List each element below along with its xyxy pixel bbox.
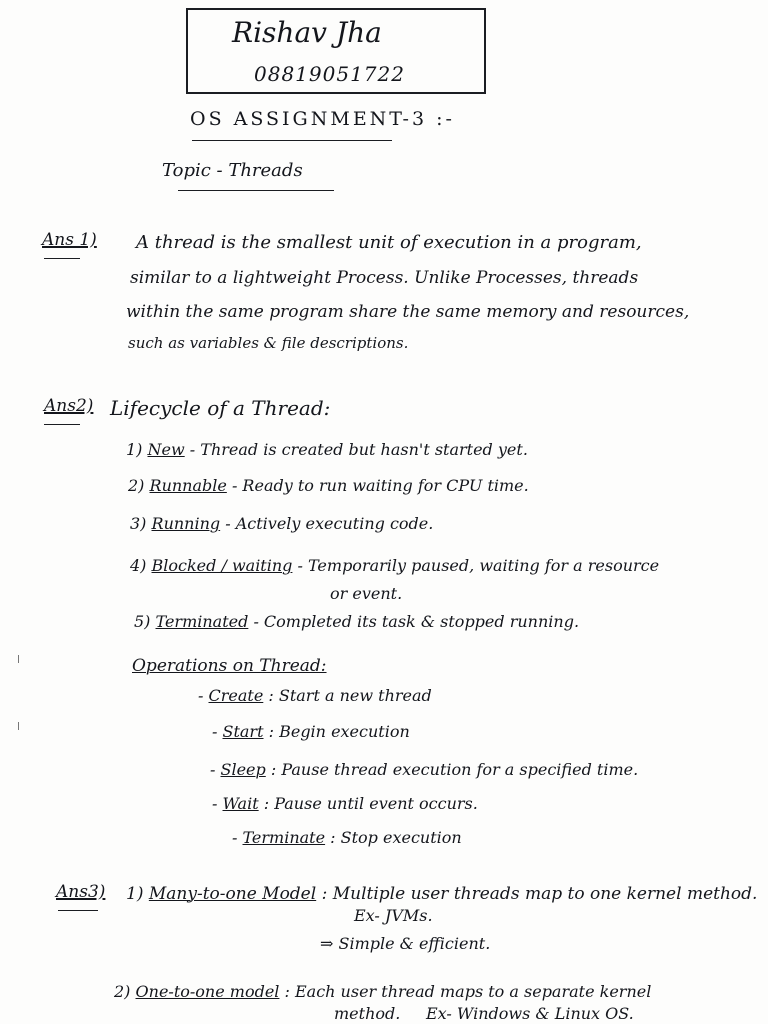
state-new — [126, 440, 528, 459]
state-term: Blocked / waiting — [151, 556, 293, 575]
ans1-double-underline — [44, 258, 80, 259]
model-desc: : Each user thread maps to a separate kernel — [284, 982, 652, 1001]
ans2-double-underline — [44, 424, 80, 425]
operation-sleep: - Sleep : Pause thread execution for a specified time. — [210, 760, 639, 779]
operation-desc: : Pause until event occurs. — [263, 794, 478, 813]
ans1-line-1: A thread is the smallest unit of execution in a program, — [136, 232, 642, 253]
state-num: 2) — [128, 476, 145, 495]
model-one-to-one — [114, 982, 651, 1001]
state-desc: - Thread is created but hasn't started yet. — [189, 440, 528, 459]
ans3-double-underline — [58, 910, 98, 911]
state-blocked-continuation: or event. — [330, 584, 403, 603]
state-blocked — [130, 556, 659, 575]
topic-underline — [178, 190, 334, 191]
model-desc: : Multiple user threads map to one kernel method. — [321, 884, 758, 904]
model1-note: ⇒ Simple & efficient. — [320, 934, 491, 953]
state-num: 5) — [134, 612, 151, 631]
operation-term: Start — [222, 722, 264, 741]
model-num: 2) — [114, 982, 131, 1001]
operation-desc: : Begin execution — [268, 722, 410, 741]
state-desc: - Completed its task & stopped running. — [253, 612, 580, 631]
ans1-line-3: within the same program share the same memory and resources, — [126, 302, 690, 322]
model2-example: Ex- Windows & Linux OS. — [426, 1004, 634, 1023]
state-terminated — [134, 612, 579, 631]
roll-number: 08819051722 — [254, 62, 405, 86]
state-num: 3) — [130, 514, 147, 533]
margin-mark — [18, 655, 19, 663]
assignment-underline — [192, 140, 392, 141]
ans3-label: Ans3) — [56, 882, 106, 902]
operation-term: Create — [208, 686, 264, 705]
state-term: Runnable — [149, 476, 227, 495]
state-num: 4) — [130, 556, 147, 575]
student-name: Rishav Jha — [232, 16, 382, 49]
ans1-line-2: similar to a lightweight Process. Unlike Processes, threads — [130, 268, 639, 288]
operation-wait: - Wait : Pause until event occurs. — [212, 794, 478, 813]
operation-term: Terminate — [242, 828, 326, 847]
model-many-to-one — [126, 884, 757, 904]
margin-mark — [18, 722, 19, 730]
topic-heading: Topic - Threads — [162, 160, 303, 181]
operations-title: Operations on Thread: — [132, 656, 327, 676]
operation-desc: : Pause thread execution for a specified time. — [270, 760, 639, 779]
state-term: Terminated — [155, 612, 249, 631]
operation-create: - Create : Start a new thread — [198, 686, 432, 705]
model1-example: Ex- JVMs. — [354, 906, 433, 925]
state-term: Running — [151, 514, 221, 533]
model-num: 1) — [126, 884, 144, 904]
state-running — [130, 514, 433, 533]
operation-start: - Start : Begin execution — [212, 722, 410, 741]
operation-desc: : Stop execution — [330, 828, 462, 847]
ans2-label: Ans2) — [44, 396, 94, 416]
ans1-line-4: such as variables & file descriptions. — [128, 334, 409, 352]
state-desc: - Ready to run waiting for CPU time. — [231, 476, 529, 495]
assignment-title: OS ASSIGNMENT-3 :- — [190, 108, 455, 130]
model2-desc-continuation: method. — [334, 1004, 401, 1023]
state-desc: - Actively executing code. — [225, 514, 434, 533]
state-desc: - Temporarily paused, waiting for a resource — [297, 556, 660, 575]
operation-term: Sleep — [220, 760, 266, 779]
state-term: New — [147, 440, 185, 459]
lifecycle-title: Lifecycle of a Thread: — [110, 396, 331, 420]
operation-terminate: - Terminate : Stop execution — [232, 828, 462, 847]
model-term: One-to-one model — [135, 982, 280, 1001]
ans1-label: Ans 1) — [42, 230, 97, 250]
operation-term: Wait — [222, 794, 259, 813]
state-num: 1) — [126, 440, 143, 459]
model-term: Many-to-one Model — [148, 884, 317, 904]
state-runnable — [128, 476, 529, 495]
operation-desc: : Start a new thread — [268, 686, 432, 705]
